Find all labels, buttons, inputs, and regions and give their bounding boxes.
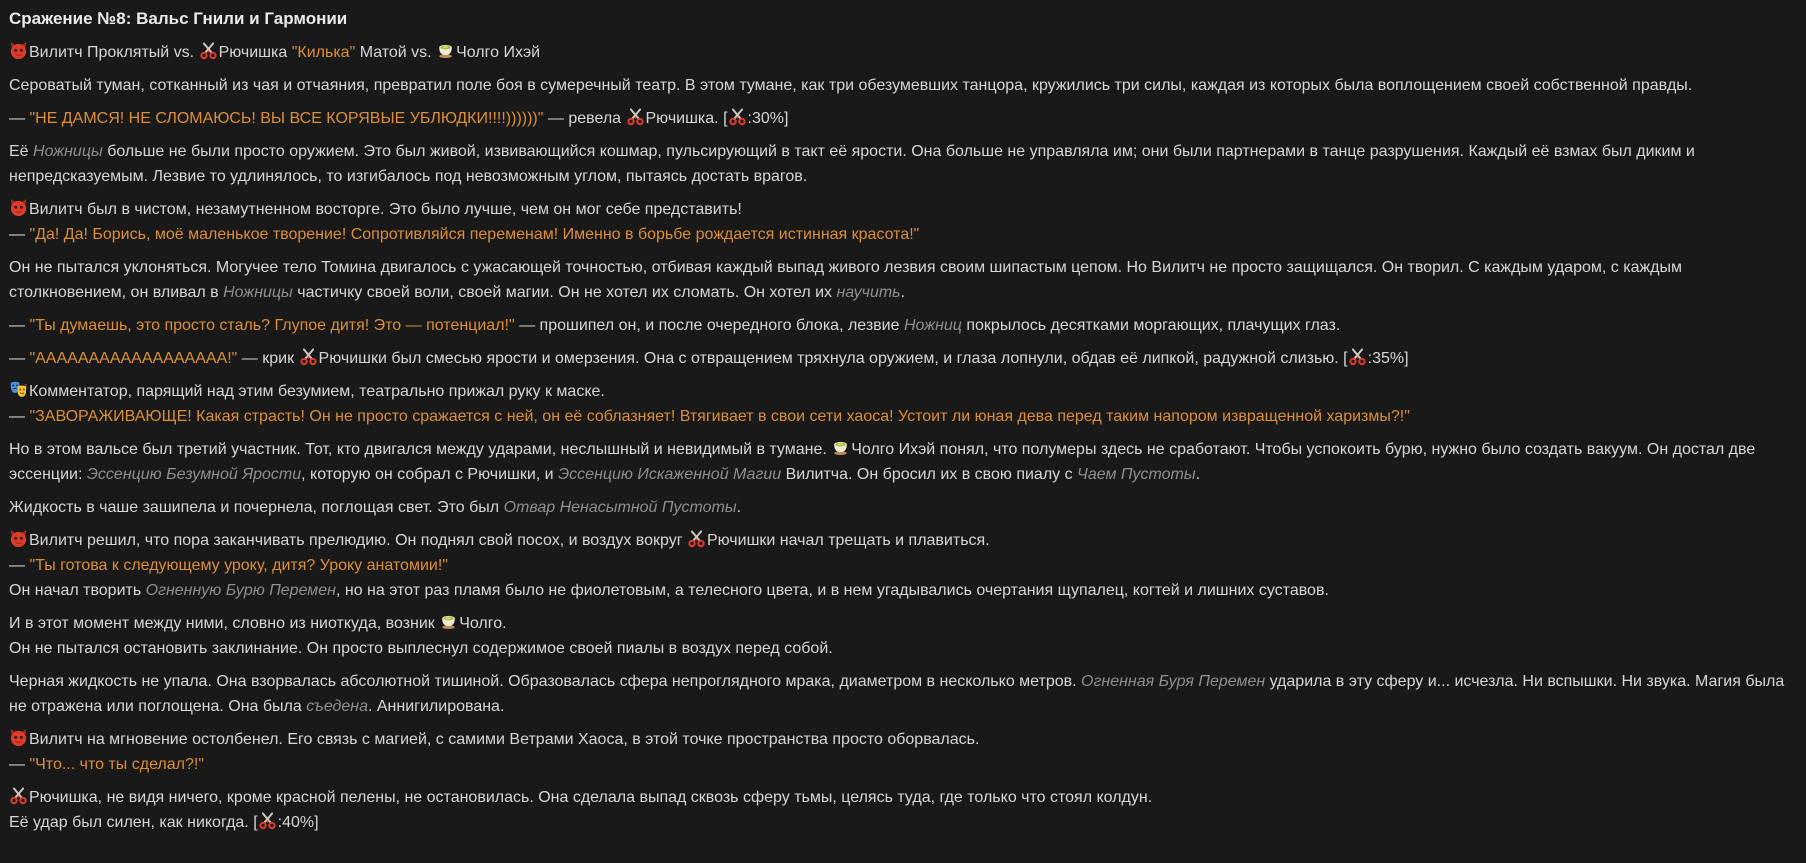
text-segment: — — [9, 317, 30, 334]
text-segment: Ножницы — [33, 143, 103, 160]
text-segment: Он не пытался остановить заклинание. Он просто выплеснул содержимое своей пиалы в воздух перед собой. — [9, 640, 833, 657]
narration-scissors-alive — [9, 139, 1796, 189]
text-segment: — крик — [237, 350, 299, 367]
text-segment: Чолго. — [459, 615, 507, 632]
commentator-line — [9, 379, 1796, 429]
narration-fog — [9, 73, 1796, 98]
text-segment: — ревела — [543, 110, 626, 127]
text-segment: Вилитч Проклятый vs. — [29, 44, 199, 61]
liquid-darkens — [9, 495, 1796, 520]
teacup-emoji — [831, 438, 850, 457]
quote-ryuchishka-rage — [9, 106, 1796, 131]
teacup-emoji — [436, 41, 455, 60]
text-segment: И в этот момент между ними, словно из ниоткуда, возник — [9, 615, 440, 632]
text-segment: — — [9, 110, 30, 127]
text-segment: "АААААААААААААААААА!" — [29, 350, 238, 367]
text-segment: Комментатор, парящий над этим безумием, театрально прижал руку к маске. — [29, 383, 605, 400]
cholgo-appears — [9, 611, 1796, 661]
text-segment: Её — [9, 143, 34, 160]
teacup-emoji — [439, 612, 458, 631]
vilich-anatomy-lesson — [9, 528, 1796, 603]
text-segment: Отвар Ненасытной Пустоты — [503, 499, 737, 516]
text-segment: — — [9, 226, 30, 243]
text-segment: Огненная Буря Перемен — [1081, 673, 1266, 690]
text-segment: :35%] — [1367, 350, 1409, 367]
text-segment: :30%] — [747, 110, 789, 127]
text-segment: больше не были просто оружием. Это был живой, извивающийся кошмар, пульсирующий в такт её ярости. Она больше не управляла им; они были партнерами в танце разрушения. Каждый её взмах был диким и непредсказуемым. Лезвие то удлинялось, то изгибалось под невозможным углом, пытаясь достать врагов. — [9, 143, 1695, 185]
text-segment: . Аннигилирована. — [367, 698, 505, 715]
text-segment: Он не пытался уклоняться. Могучее тело Томина двигалось с ужасающей точностью, отбивая каждый выпад живого лезвия своим шипастым цепом. Но Вилитч не просто защищался. Он творил. С каждым ударом, с каждым столкновением, он вливал в — [9, 259, 1682, 301]
masks-emoji — [9, 380, 28, 399]
text-segment: Матой vs. — [355, 44, 437, 61]
text-segment: Он начал творить — [9, 582, 146, 599]
text-segment: Эссенцию Искаженной Магии — [558, 466, 782, 483]
text-segment: Рючишка — [218, 44, 292, 61]
text-segment: Черная жидкость не упала. Она взорвалась абсолютной тишиной. Образовалась сфера непроглядного мрака, диаметром в несколько метров. — [9, 673, 1082, 690]
text-segment: Рючишки был смесью ярости и омерзения. Она с отвращением тряхнула оружием, и глаза лопнули, обдав её липкой, радужной слизью. [ — [318, 350, 1348, 367]
scissors-emoji — [258, 811, 277, 830]
text-segment: . — [736, 499, 742, 516]
text-segment: "ЗАВОРАЖИВАЮЩЕ! Какая страсть! Он не просто сражается с ней, он её соблазняет! Втягивает в свои сети хаоса! Устоит ли юная дева перед таким напором извращенной харизмы?!" — [29, 408, 1410, 425]
final-strike — [9, 785, 1796, 835]
void-sphere — [9, 669, 1796, 719]
text-segment: :40%] — [277, 814, 319, 831]
text-segment: Вилитч был в чистом, незамутненном восторге. Это было лучше, чем он мог себе представить! — [29, 201, 742, 218]
text-segment: частичку своей воли, своей магии. Он не хотел их сломать. Он хотел их — [292, 284, 837, 301]
text-segment: "Килька" — [291, 44, 356, 61]
quote-potential — [9, 313, 1796, 338]
text-segment: Её удар был силен, как никогда. [ — [9, 814, 258, 831]
narration-tomin — [9, 255, 1796, 305]
matchup-line — [9, 40, 1796, 65]
text-segment: — — [9, 350, 30, 367]
ogre-emoji — [9, 198, 28, 217]
text-segment: Вилитча. Он бросил их в свою пиалу с — [781, 466, 1078, 483]
text-segment: Чолго Ихэй — [456, 44, 541, 61]
cholgo-essences — [9, 437, 1796, 487]
text-segment: "Ты думаешь, это просто сталь? Глупое дитя! Это — потенциал!" — [29, 317, 515, 334]
text-segment: — — [9, 557, 30, 574]
scissors-emoji — [687, 529, 706, 548]
text-segment: "Что... что ты сделал?!" — [29, 756, 205, 773]
text-segment: Вилитч на мгновение остолбенел. Его связь с магией, с самими Ветрами Хаоса, в этой точке пространства просто оборвалась. — [29, 731, 980, 748]
text-segment: "Да! Да! Борись, моё маленькое творение! Сопротивляйся переменам! Именно в борьбе рождается истинная красота!" — [29, 226, 920, 243]
text-segment: — — [9, 756, 30, 773]
text-segment: Сероватый туман, сотканный из чая и отчаяния, превратил поле боя в сумеречный театр. В этом тумане, как три обезумевших танцора, кружились три силы, каждая из которых была воплощением своей собственной правды. — [9, 77, 1693, 94]
text-segment: "Ты готова к следующему уроку, дитя? Уроку анатомии!" — [29, 557, 448, 574]
vilich-stunned — [9, 727, 1796, 777]
ogre-emoji — [9, 728, 28, 747]
text-segment: Чаем Пустоты — [1077, 466, 1196, 483]
text-segment: . — [1195, 466, 1201, 483]
text-segment: — прошипел он, и после очередного блока, лезвие — [514, 317, 904, 334]
text-segment: научить — [836, 284, 901, 301]
vilich-delight — [9, 197, 1796, 247]
text-segment: Жидкость в чаше зашипела и почернела, поглощая свет. Это был — [9, 499, 504, 516]
scissors-emoji — [299, 347, 318, 366]
text-segment: , которую он собрал с Рючишки, и — [301, 466, 559, 483]
scissors-emoji — [626, 107, 645, 126]
text-segment: Рючишка, не видя ничего, кроме красной пелены, не остановилась. Она сделала выпад сквозь сферу тьмы, целясь туда, где только что стоял колдун. — [29, 789, 1153, 806]
battle-title — [9, 6, 1796, 31]
text-segment: Огненную Бурю Перемен — [145, 582, 336, 599]
ogre-emoji — [9, 529, 28, 548]
scissors-emoji — [199, 41, 218, 60]
text-segment: Эссенцию Безумной Ярости — [86, 466, 302, 483]
text-segment: Рючишка. [ — [645, 110, 728, 127]
scissors-emoji — [1348, 347, 1367, 366]
text-segment: Сражение №8: Вальс Гнили и Гармонии — [9, 9, 348, 28]
text-segment: Чолго Ихэй понял, что полумеры здесь не сработают. Чтобы успокоить бурю, нужно было создать вакуум. Он достал две эссенции: — [9, 441, 1756, 483]
text-segment: "НЕ ДАМСЯ! НЕ СЛОМАЮСЬ! ВЫ ВСЕ КОРЯВЫЕ УБЛЮДКИ!!!!))))))" — [29, 110, 544, 127]
scissors-emoji — [9, 786, 28, 805]
text-segment: — — [9, 408, 30, 425]
text-segment: Ножницы — [223, 284, 293, 301]
scream-line — [9, 346, 1796, 371]
ogre-emoji — [9, 41, 28, 60]
text-segment: съедена — [306, 698, 368, 715]
text-segment: Вилитч решил, что пора заканчивать прелюдию. Он поднял свой посох, и воздух вокруг — [29, 532, 687, 549]
text-segment: Но в этом вальсе был третий участник. Тот, кто двигался между ударами, неслышный и невидимый в тумане. — [9, 441, 832, 458]
text-segment: Рючишки начал трещать и плавиться. — [706, 532, 990, 549]
text-segment: . — [900, 284, 906, 301]
text-segment: покрылось десятками моргающих, плачущих глаз. — [961, 317, 1341, 334]
text-segment: Ножниц — [903, 317, 962, 334]
text-segment: ударила в эту сферу и... исчезла. Ни вспышки. Ни звука. Магия была не отражена или поглощена. Она была — [9, 673, 1785, 715]
text-segment: , но на этот раз пламя было не фиолетовым, а телесного цвета, и в нем угадывались очертания щупалец, когтей и лишних суставов. — [335, 582, 1329, 599]
scissors-emoji — [728, 107, 747, 126]
